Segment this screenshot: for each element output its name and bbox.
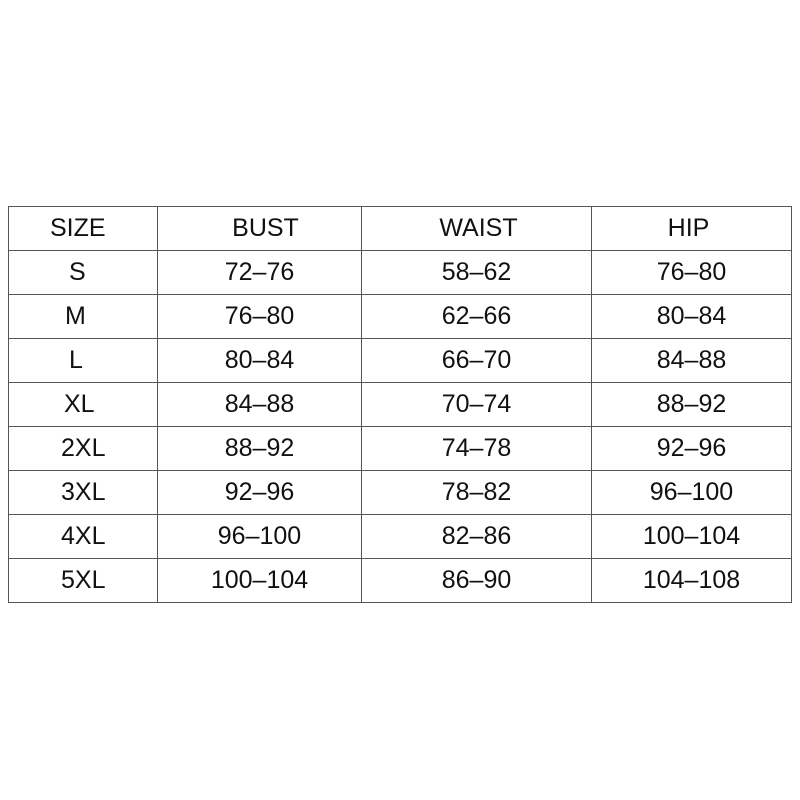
table-row (9, 295, 792, 339)
header-waist-label: WAIST (439, 214, 518, 242)
waist-cell: 70–74 (362, 383, 592, 427)
table-row (9, 427, 792, 471)
hip-cell: 88–92 (592, 383, 792, 427)
waist-cell: 74–78 (362, 427, 592, 471)
bust-cell: 80–84 (158, 339, 362, 383)
table-row (9, 339, 792, 383)
size-cell: 5XL (9, 559, 158, 603)
hip-cell: 80–84 (592, 295, 792, 339)
size-cell: M (9, 295, 158, 339)
size-chart-table (8, 206, 792, 603)
bust-cell: 84–88 (158, 383, 362, 427)
hip-cell: 104–108 (592, 559, 792, 603)
bust-cell: 92–96 (158, 471, 362, 515)
size-cell: 3XL (9, 471, 158, 515)
table-row (9, 251, 792, 295)
size-cell: L (9, 339, 158, 383)
bust-cell: 88–92 (158, 427, 362, 471)
waist-cell: 62–66 (362, 295, 592, 339)
hip-cell: 76–80 (592, 251, 792, 295)
waist-cell: 82–86 (362, 515, 592, 559)
hip-cell: 96–100 (592, 471, 792, 515)
waist-cell: 78–82 (362, 471, 592, 515)
header-bust (158, 207, 362, 251)
waist-cell: 58–62 (362, 251, 592, 295)
header-size-label: SIZE (50, 214, 106, 242)
bust-cell: 76–80 (158, 295, 362, 339)
table-row (9, 383, 792, 427)
size-cell: XL (9, 383, 158, 427)
hip-cell: 100–104 (592, 515, 792, 559)
size-cell: S (9, 251, 158, 295)
size-cell: 2XL (9, 427, 158, 471)
bust-cell: 72–76 (158, 251, 362, 295)
header-size (9, 207, 158, 251)
header-waist (362, 207, 592, 251)
waist-cell: 66–70 (362, 339, 592, 383)
table-row (9, 559, 792, 603)
hip-cell: 92–96 (592, 427, 792, 471)
table-row (9, 515, 792, 559)
header-hip (592, 207, 792, 251)
header-hip-label: HIP (667, 214, 710, 242)
header-bust-label: BUST (232, 214, 299, 242)
bust-cell: 100–104 (158, 559, 362, 603)
waist-cell: 86–90 (362, 559, 592, 603)
table-header-row (9, 207, 792, 251)
bust-cell: 96–100 (158, 515, 362, 559)
size-cell: 4XL (9, 515, 158, 559)
table-row (9, 471, 792, 515)
hip-cell: 84–88 (592, 339, 792, 383)
